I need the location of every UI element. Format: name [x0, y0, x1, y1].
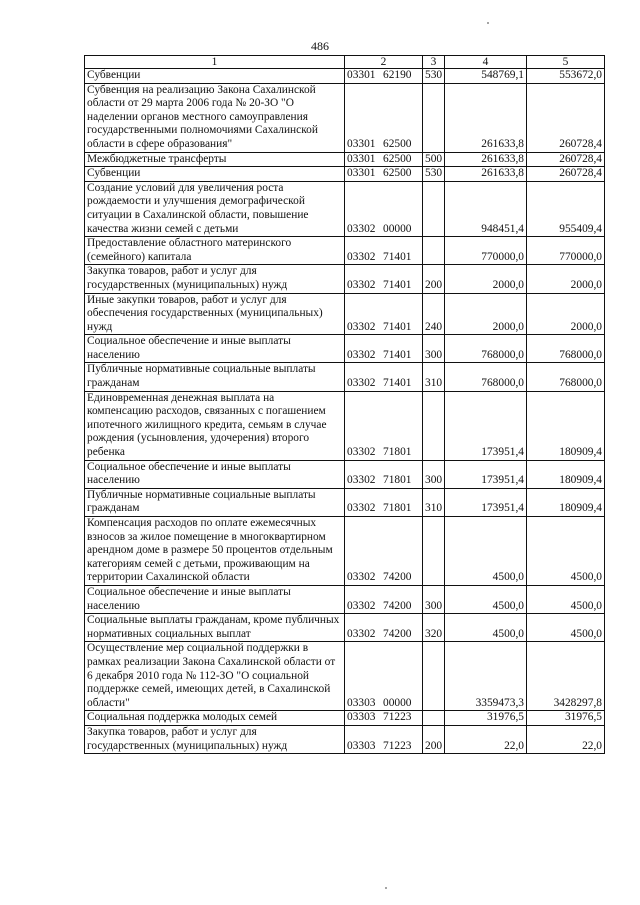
row-name-cell: Социальная поддержка молодых семей [85, 711, 345, 726]
row-amount-year1-cell: 261633,8 [445, 152, 527, 167]
row-code-cell [345, 711, 423, 726]
row-name-cell: Иные закупки товаров, работ и услуг для обеспечения государственных (муниципальных) нужд [85, 293, 345, 335]
row-amount-year2-cell: 260728,4 [527, 167, 605, 182]
row-amount-year1-cell: 2000,0 [445, 265, 527, 293]
row-amount-year2-cell: 180909,4 [527, 391, 605, 460]
row-amount-year2-cell: 4500,0 [527, 585, 605, 613]
row-expense-type-cell [423, 711, 445, 726]
header-cell-year1: 4 [445, 56, 527, 69]
row-code-program: 03301 [347, 152, 376, 165]
row-amount-year2-cell: 180909,4 [527, 488, 605, 516]
row-amount-year2-cell: 2000,0 [527, 293, 605, 335]
table-row [85, 335, 605, 363]
row-code-direction: 71401 [383, 278, 412, 291]
table-row [85, 642, 605, 711]
row-amount-year2-cell: 260728,4 [527, 83, 605, 152]
row-code-cell [345, 167, 423, 182]
row-code-program: 03302 [347, 599, 376, 612]
row-amount-year1-cell: 173951,4 [445, 488, 527, 516]
row-name-cell: Межбюджетные трансферты [85, 152, 345, 167]
table-row [85, 69, 605, 84]
row-code-direction: 74200 [383, 571, 412, 584]
row-amount-year1-cell: 3359473,3 [445, 642, 527, 711]
row-expense-type-cell: 310 [423, 363, 445, 391]
row-code-cell [345, 237, 423, 265]
row-code-program: 03301 [347, 167, 376, 180]
row-code-cell [345, 181, 423, 236]
table-row [85, 517, 605, 586]
row-name-cell: Единовременная денежная выплата на компенсацию расходов, связанных с погашением ипотечного жилищного кредита, семьям в случае рождения (усыновления, удочерения) второго ребенка [85, 391, 345, 460]
row-code-direction: 74200 [383, 599, 412, 612]
row-code-direction: 71401 [383, 250, 412, 263]
row-code-program: 03302 [347, 502, 376, 515]
row-name-cell: Социальное обеспечение и иные выплаты населению [85, 585, 345, 613]
row-name-cell: Субвенции [85, 167, 345, 182]
row-amount-year2-cell: 260728,4 [527, 152, 605, 167]
row-expense-type-cell [423, 517, 445, 586]
row-expense-type-cell: 200 [423, 265, 445, 293]
row-code-program: 03303 [347, 696, 376, 709]
row-amount-year2-cell: 768000,0 [527, 363, 605, 391]
row-amount-year1-cell: 770000,0 [445, 237, 527, 265]
row-code-direction: 71801 [383, 446, 412, 459]
row-code-direction: 71801 [383, 474, 412, 487]
row-amount-year1-cell: 768000,0 [445, 363, 527, 391]
row-expense-type-cell [423, 83, 445, 152]
row-expense-type-cell: 320 [423, 614, 445, 642]
table-row [85, 181, 605, 236]
table-row [85, 711, 605, 726]
row-name-cell: Социальное обеспечение и иные выплаты населению [85, 335, 345, 363]
row-code-direction: 62500 [383, 167, 412, 180]
row-amount-year1-cell: 948451,4 [445, 181, 527, 236]
row-code-direction: 71223 [383, 711, 412, 724]
table-row [85, 265, 605, 293]
row-amount-year1-cell: 768000,0 [445, 335, 527, 363]
row-expense-type-cell: 300 [423, 335, 445, 363]
row-amount-year1-cell: 4500,0 [445, 517, 527, 586]
row-code-cell [345, 614, 423, 642]
table-row [85, 152, 605, 167]
row-amount-year1-cell: 261633,8 [445, 83, 527, 152]
row-code-direction: 62500 [383, 137, 412, 150]
row-code-direction: 71223 [383, 739, 412, 752]
scan-speck [385, 887, 387, 889]
row-code-program: 03302 [347, 250, 376, 263]
scan-speck [487, 22, 489, 24]
row-name-cell: Создание условий для увеличения роста рождаемости и улучшения демографической ситуации в Сахалинской области, повышение качества жизни семей с детьми [85, 181, 345, 236]
header-cell-year2: 5 [527, 56, 605, 69]
row-code-direction: 00000 [383, 222, 412, 235]
row-code-program: 03302 [347, 377, 376, 390]
row-amount-year2-cell: 4500,0 [527, 614, 605, 642]
row-amount-year2-cell: 3428297,8 [527, 642, 605, 711]
row-code-program: 03303 [347, 711, 376, 724]
row-code-program: 03302 [347, 446, 376, 459]
row-amount-year2-cell: 770000,0 [527, 237, 605, 265]
row-code-cell [345, 585, 423, 613]
row-amount-year1-cell: 173951,4 [445, 391, 527, 460]
page-number: 486 [311, 39, 329, 53]
table-row [85, 585, 605, 613]
row-expense-type-cell: 500 [423, 152, 445, 167]
table-row [85, 488, 605, 516]
row-amount-year1-cell: 22,0 [445, 725, 527, 753]
row-amount-year2-cell: 768000,0 [527, 335, 605, 363]
row-amount-year1-cell: 548769,1 [445, 69, 527, 84]
table-row [85, 237, 605, 265]
row-name-cell: Осуществление мер социальной поддержки в рамках реализации Закона Сахалинской области от 6 декабря 2010 года № 112-ЗО "О социальной поддержке семей, имеющих детей, в Сахалинской области" [85, 642, 345, 711]
header-cell-name: 1 [85, 56, 345, 69]
row-expense-type-cell: 530 [423, 167, 445, 182]
row-code-cell [345, 517, 423, 586]
row-expense-type-cell: 300 [423, 585, 445, 613]
row-code-cell [345, 363, 423, 391]
row-code-direction: 71401 [383, 377, 412, 390]
row-code-direction: 62190 [383, 69, 412, 81]
row-code-program: 03303 [347, 739, 376, 752]
row-code-program: 03302 [347, 348, 376, 361]
row-expense-type-cell: 240 [423, 293, 445, 335]
row-amount-year2-cell: 955409,4 [527, 181, 605, 236]
row-code-direction: 62500 [383, 152, 412, 165]
row-amount-year2-cell: 4500,0 [527, 517, 605, 586]
row-code-program: 03302 [347, 474, 376, 487]
row-expense-type-cell [423, 181, 445, 236]
row-code-program: 03302 [347, 278, 376, 291]
row-code-cell [345, 335, 423, 363]
header-cell-code: 2 [345, 56, 423, 69]
row-expense-type-cell: 310 [423, 488, 445, 516]
row-code-cell [345, 391, 423, 460]
row-code-cell [345, 265, 423, 293]
row-code-direction: 00000 [383, 696, 412, 709]
row-amount-year1-cell: 31976,5 [445, 711, 527, 726]
row-name-cell: Предоставление областного материнского (семейного) капитала [85, 237, 345, 265]
row-code-program: 03302 [347, 571, 376, 584]
row-name-cell: Социальное обеспечение и иные выплаты населению [85, 460, 345, 488]
row-expense-type-cell: 300 [423, 460, 445, 488]
row-code-program: 03302 [347, 320, 376, 333]
budget-table [84, 55, 605, 754]
table-header-row [85, 56, 605, 69]
row-name-cell: Субвенция на реализацию Закона Сахалинской области от 29 марта 2006 года № 20-ЗО "О наделении органов местного самоуправления государственными полномочиями Сахалинской области в сфере образования" [85, 83, 345, 152]
row-amount-year2-cell: 22,0 [527, 725, 605, 753]
row-code-cell [345, 642, 423, 711]
row-code-program: 03301 [347, 69, 376, 81]
row-expense-type-cell: 200 [423, 725, 445, 753]
row-code-cell [345, 460, 423, 488]
row-code-direction: 71801 [383, 502, 412, 515]
row-code-program: 03302 [347, 222, 376, 235]
table-row [85, 614, 605, 642]
row-expense-type-cell: 530 [423, 69, 445, 84]
row-name-cell: Социальные выплаты гражданам, кроме публичных нормативных социальных выплат [85, 614, 345, 642]
row-amount-year2-cell: 553672,0 [527, 69, 605, 84]
row-amount-year1-cell: 4500,0 [445, 614, 527, 642]
row-code-cell [345, 725, 423, 753]
row-amount-year1-cell: 4500,0 [445, 585, 527, 613]
row-name-cell: Закупка товаров, работ и услуг для государственных (муниципальных) нужд [85, 725, 345, 753]
row-code-program: 03301 [347, 137, 376, 150]
row-code-cell [345, 152, 423, 167]
table-row [85, 725, 605, 753]
row-name-cell: Закупка товаров, работ и услуг для государственных (муниципальных) нужд [85, 265, 345, 293]
table-row [85, 167, 605, 182]
row-name-cell: Компенсация расходов по оплате ежемесячных взносов за жилое помещение в многоквартирном арендном доме в размере 50 процентов отдельным категориям семей с детьми, проживающим на территории Сахалинской области [85, 517, 345, 586]
table-row [85, 460, 605, 488]
row-name-cell: Публичные нормативные социальные выплаты гражданам [85, 363, 345, 391]
row-code-direction: 71401 [383, 320, 412, 333]
row-code-direction: 71401 [383, 348, 412, 361]
row-amount-year1-cell: 2000,0 [445, 293, 527, 335]
row-amount-year2-cell: 31976,5 [527, 711, 605, 726]
row-expense-type-cell [423, 237, 445, 265]
row-amount-year1-cell: 261633,8 [445, 167, 527, 182]
row-expense-type-cell [423, 642, 445, 711]
row-code-cell [345, 488, 423, 516]
row-amount-year2-cell: 180909,4 [527, 460, 605, 488]
row-name-cell: Субвенции [85, 69, 345, 84]
row-amount-year1-cell: 173951,4 [445, 460, 527, 488]
row-amount-year2-cell: 2000,0 [527, 265, 605, 293]
row-code-cell [345, 293, 423, 335]
row-code-cell [345, 83, 423, 152]
table-row [85, 391, 605, 460]
row-code-cell [345, 69, 423, 84]
table-row [85, 293, 605, 335]
row-name-cell: Публичные нормативные социальные выплаты гражданам [85, 488, 345, 516]
table-row [85, 83, 605, 152]
row-code-direction: 74200 [383, 627, 412, 640]
header-cell-kvr: 3 [423, 56, 445, 69]
row-code-program: 03302 [347, 627, 376, 640]
table-row [85, 363, 605, 391]
row-expense-type-cell [423, 391, 445, 460]
